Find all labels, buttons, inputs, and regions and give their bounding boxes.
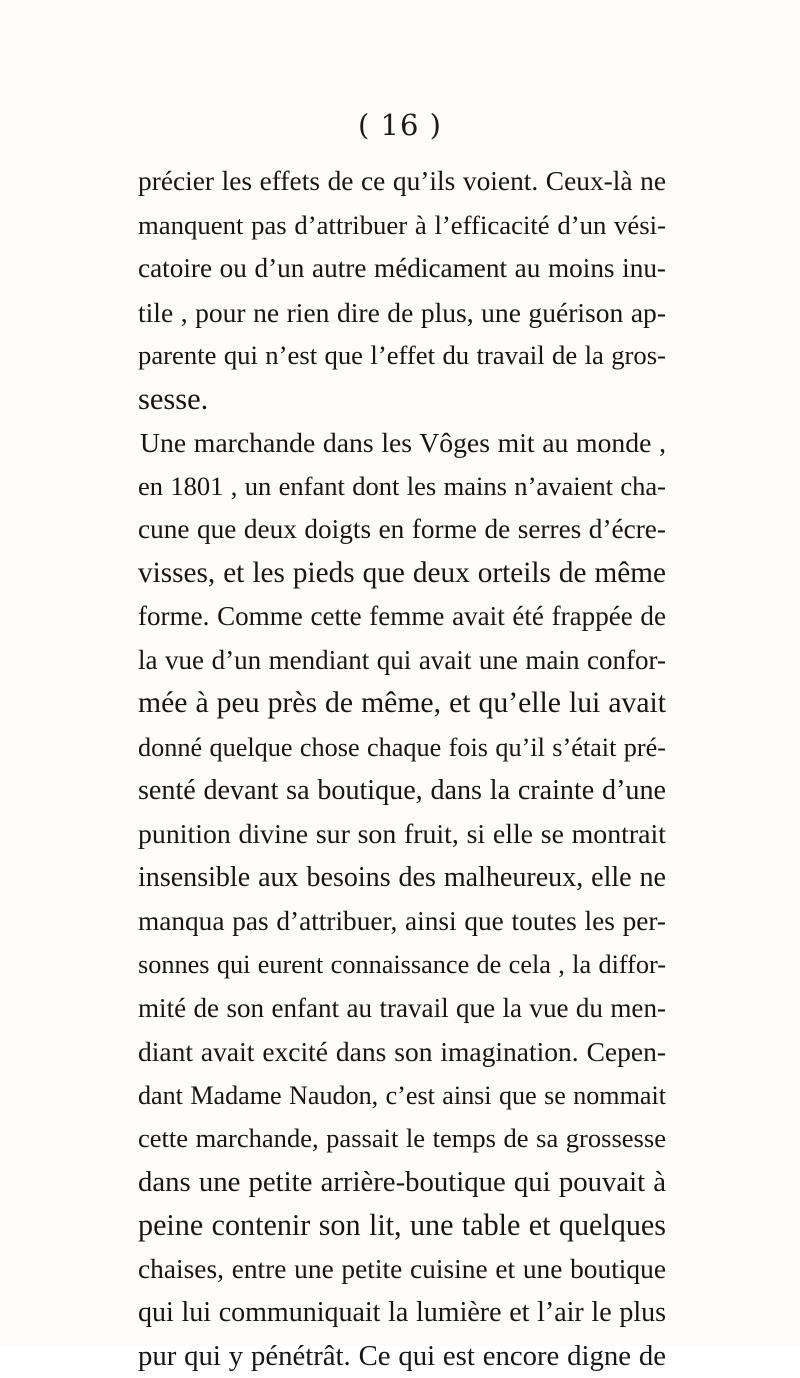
- text-line: cune que deux doigts en forme de serres d’écre-: [138, 508, 666, 552]
- text-line: peine contenir son lit, une table et quelques: [138, 1204, 666, 1248]
- text-line: en 1801 , un enfant dont les mains n’avaient cha-: [138, 465, 666, 509]
- text-line: cette marchande, passait le temps de sa grossesse: [138, 1117, 666, 1161]
- text-line: donné quelque chose chaque fois qu’il s’était pré-: [138, 726, 666, 770]
- text-line: tile , pour ne rien dire de plus, une guérison ap-: [138, 291, 666, 335]
- text-line: pur qui y pénétrât. Ce qui est encore digne de: [138, 1335, 666, 1378]
- text-line: précier les effets de ce qu’ils voient. Ceux-là ne: [138, 160, 666, 204]
- body-text: [138, 160, 666, 1378]
- text-line: manqua pas d’attribuer, ainsi que toutes les per-: [138, 900, 666, 944]
- text-line: diant avait excité dans son imagination. Cepen-: [138, 1030, 666, 1074]
- text-line: forme. Comme cette femme avait été frappée de: [138, 595, 666, 639]
- text-line: visses, et les pieds que deux orteils de même: [138, 552, 666, 596]
- text-line: mité de son enfant au travail que la vue du men-: [138, 987, 666, 1031]
- text-line: insensible aux besoins des malheureux, elle ne: [138, 856, 666, 900]
- text-line: sesse.: [138, 378, 666, 422]
- page-number: ( 16 ): [0, 108, 800, 142]
- text-line: manquent pas d’attribuer à l’efficacité d’un vési-: [138, 204, 666, 248]
- text-line: catoire ou d’un autre médicament au moins inu-: [138, 247, 666, 291]
- text-line: punition divine sur son fruit, si elle se montrait: [138, 813, 666, 857]
- text-line: senté devant sa boutique, dans la crainte d’une: [138, 769, 666, 813]
- text-line: dant Madame Naudon, c’est ainsi que se nommait: [138, 1074, 666, 1118]
- text-line: la vue d’un mendiant qui avait une main confor-: [138, 639, 666, 683]
- text-line: Une marchande dans les Vôges mit au monde ,: [138, 421, 666, 465]
- text-line: chaises, entre une petite cuisine et une boutique: [138, 1248, 666, 1292]
- text-line: parente qui n’est que l’effet du travail de la gros-: [138, 334, 666, 378]
- text-line: sonnes qui eurent connaissance de cela , la diffor-: [138, 943, 666, 987]
- text-line: mée à peu près de même, et qu’elle lui avait: [138, 682, 666, 726]
- text-line: dans une petite arrière-boutique qui pouvait à: [138, 1161, 666, 1205]
- text-line: qui lui communiquait la lumière et l’air le plus: [138, 1291, 666, 1335]
